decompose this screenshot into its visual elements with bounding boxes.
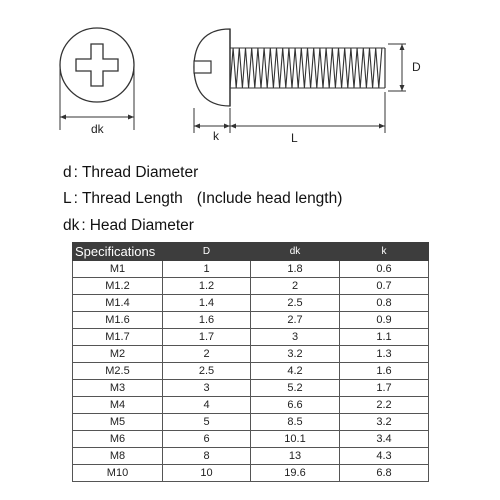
cell-dk: 4.2 bbox=[251, 363, 340, 380]
cell-dk: 2.5 bbox=[251, 295, 340, 312]
cell-k: 1.7 bbox=[340, 380, 429, 397]
cell-k: 6.8 bbox=[340, 465, 429, 482]
cell-spec: M1.7 bbox=[73, 329, 163, 346]
dk-dimension-label: dk bbox=[91, 122, 104, 136]
cell-d: 4 bbox=[163, 397, 251, 414]
legend-text: Thread Length bbox=[81, 190, 183, 207]
cell-dk: 10.1 bbox=[251, 431, 340, 448]
legend-symbol: d bbox=[63, 164, 72, 181]
cell-d: 3 bbox=[163, 380, 251, 397]
table-row bbox=[73, 448, 429, 465]
cell-d: 1.7 bbox=[163, 329, 251, 346]
header-k: k bbox=[340, 243, 429, 261]
cell-dk: 5.2 bbox=[251, 380, 340, 397]
table-row bbox=[73, 312, 429, 329]
cell-k: 0.7 bbox=[340, 278, 429, 295]
cell-k: 1.3 bbox=[340, 346, 429, 363]
legend-text: Thread Diameter bbox=[81, 164, 199, 181]
screw-side-view bbox=[194, 29, 385, 106]
cell-k: 1.6 bbox=[340, 363, 429, 380]
cell-spec: M8 bbox=[73, 448, 163, 465]
cell-spec: M2.5 bbox=[73, 363, 163, 380]
cell-d: 1.2 bbox=[163, 278, 251, 295]
table-row bbox=[73, 414, 429, 431]
cell-k: 0.6 bbox=[340, 261, 429, 278]
legend-symbol: dk bbox=[63, 217, 80, 234]
legend-thread-length bbox=[63, 190, 342, 208]
cell-dk: 3 bbox=[251, 329, 340, 346]
specifications-table bbox=[72, 242, 429, 482]
cell-dk: 6.6 bbox=[251, 397, 340, 414]
cell-dk: 19.6 bbox=[251, 465, 340, 482]
table-header-row bbox=[73, 243, 429, 261]
screw-head-top-view bbox=[60, 28, 134, 130]
cell-k: 2.2 bbox=[340, 397, 429, 414]
cell-k: 1.1 bbox=[340, 329, 429, 346]
cell-spec: M10 bbox=[73, 465, 163, 482]
cell-spec: M1.2 bbox=[73, 278, 163, 295]
cell-spec: M5 bbox=[73, 414, 163, 431]
cell-d: 1.4 bbox=[163, 295, 251, 312]
legend-thread-diameter bbox=[63, 164, 198, 182]
table-row bbox=[73, 278, 429, 295]
cell-spec: M2 bbox=[73, 346, 163, 363]
cell-dk: 13 bbox=[251, 448, 340, 465]
cell-spec: M4 bbox=[73, 397, 163, 414]
legend-note: (Include head length) bbox=[196, 190, 343, 207]
cell-spec: M3 bbox=[73, 380, 163, 397]
cell-d: 2.5 bbox=[163, 363, 251, 380]
table-row bbox=[73, 465, 429, 482]
cell-d: 10 bbox=[163, 465, 251, 482]
table-row bbox=[73, 397, 429, 414]
cell-spec: M1.4 bbox=[73, 295, 163, 312]
table-row bbox=[73, 329, 429, 346]
cell-spec: M1.6 bbox=[73, 312, 163, 329]
legend-separator: : bbox=[73, 164, 78, 181]
cell-d: 2 bbox=[163, 346, 251, 363]
cell-dk: 3.2 bbox=[251, 346, 340, 363]
table-row bbox=[73, 363, 429, 380]
cell-k: 3.4 bbox=[340, 431, 429, 448]
d-dimension-label: D bbox=[412, 60, 421, 74]
cell-dk: 2.7 bbox=[251, 312, 340, 329]
header-dk: dk bbox=[251, 243, 340, 261]
cell-dk: 8.5 bbox=[251, 414, 340, 431]
cell-dk: 2 bbox=[251, 278, 340, 295]
cell-d: 6 bbox=[163, 431, 251, 448]
cell-k: 4.3 bbox=[340, 448, 429, 465]
l-dimension-label: L bbox=[291, 131, 298, 145]
cell-d: 1 bbox=[163, 261, 251, 278]
table-row bbox=[73, 380, 429, 397]
cell-dk: 1.8 bbox=[251, 261, 340, 278]
table-body bbox=[73, 261, 429, 482]
legend-symbol: L bbox=[63, 190, 72, 207]
cell-k: 3.2 bbox=[340, 414, 429, 431]
legend-separator: : bbox=[73, 190, 78, 207]
d-dimension bbox=[388, 44, 406, 91]
header-d: D bbox=[163, 243, 251, 261]
cell-d: 1.6 bbox=[163, 312, 251, 329]
table-row bbox=[73, 261, 429, 278]
table-row bbox=[73, 295, 429, 312]
cell-spec: M1 bbox=[73, 261, 163, 278]
cell-d: 5 bbox=[163, 414, 251, 431]
legend-head-diameter bbox=[63, 217, 194, 235]
legend-separator: : bbox=[81, 217, 86, 234]
screw-dimension-diagram bbox=[0, 0, 500, 160]
table-row bbox=[73, 346, 429, 363]
header-specifications: Specifications bbox=[73, 243, 163, 261]
legend-text: Head Diameter bbox=[89, 217, 194, 234]
table-row bbox=[73, 431, 429, 448]
k-l-dimensions bbox=[194, 92, 385, 133]
k-dimension-label: k bbox=[213, 129, 219, 143]
cell-k: 0.9 bbox=[340, 312, 429, 329]
cell-d: 8 bbox=[163, 448, 251, 465]
cell-k: 0.8 bbox=[340, 295, 429, 312]
cell-spec: M6 bbox=[73, 431, 163, 448]
